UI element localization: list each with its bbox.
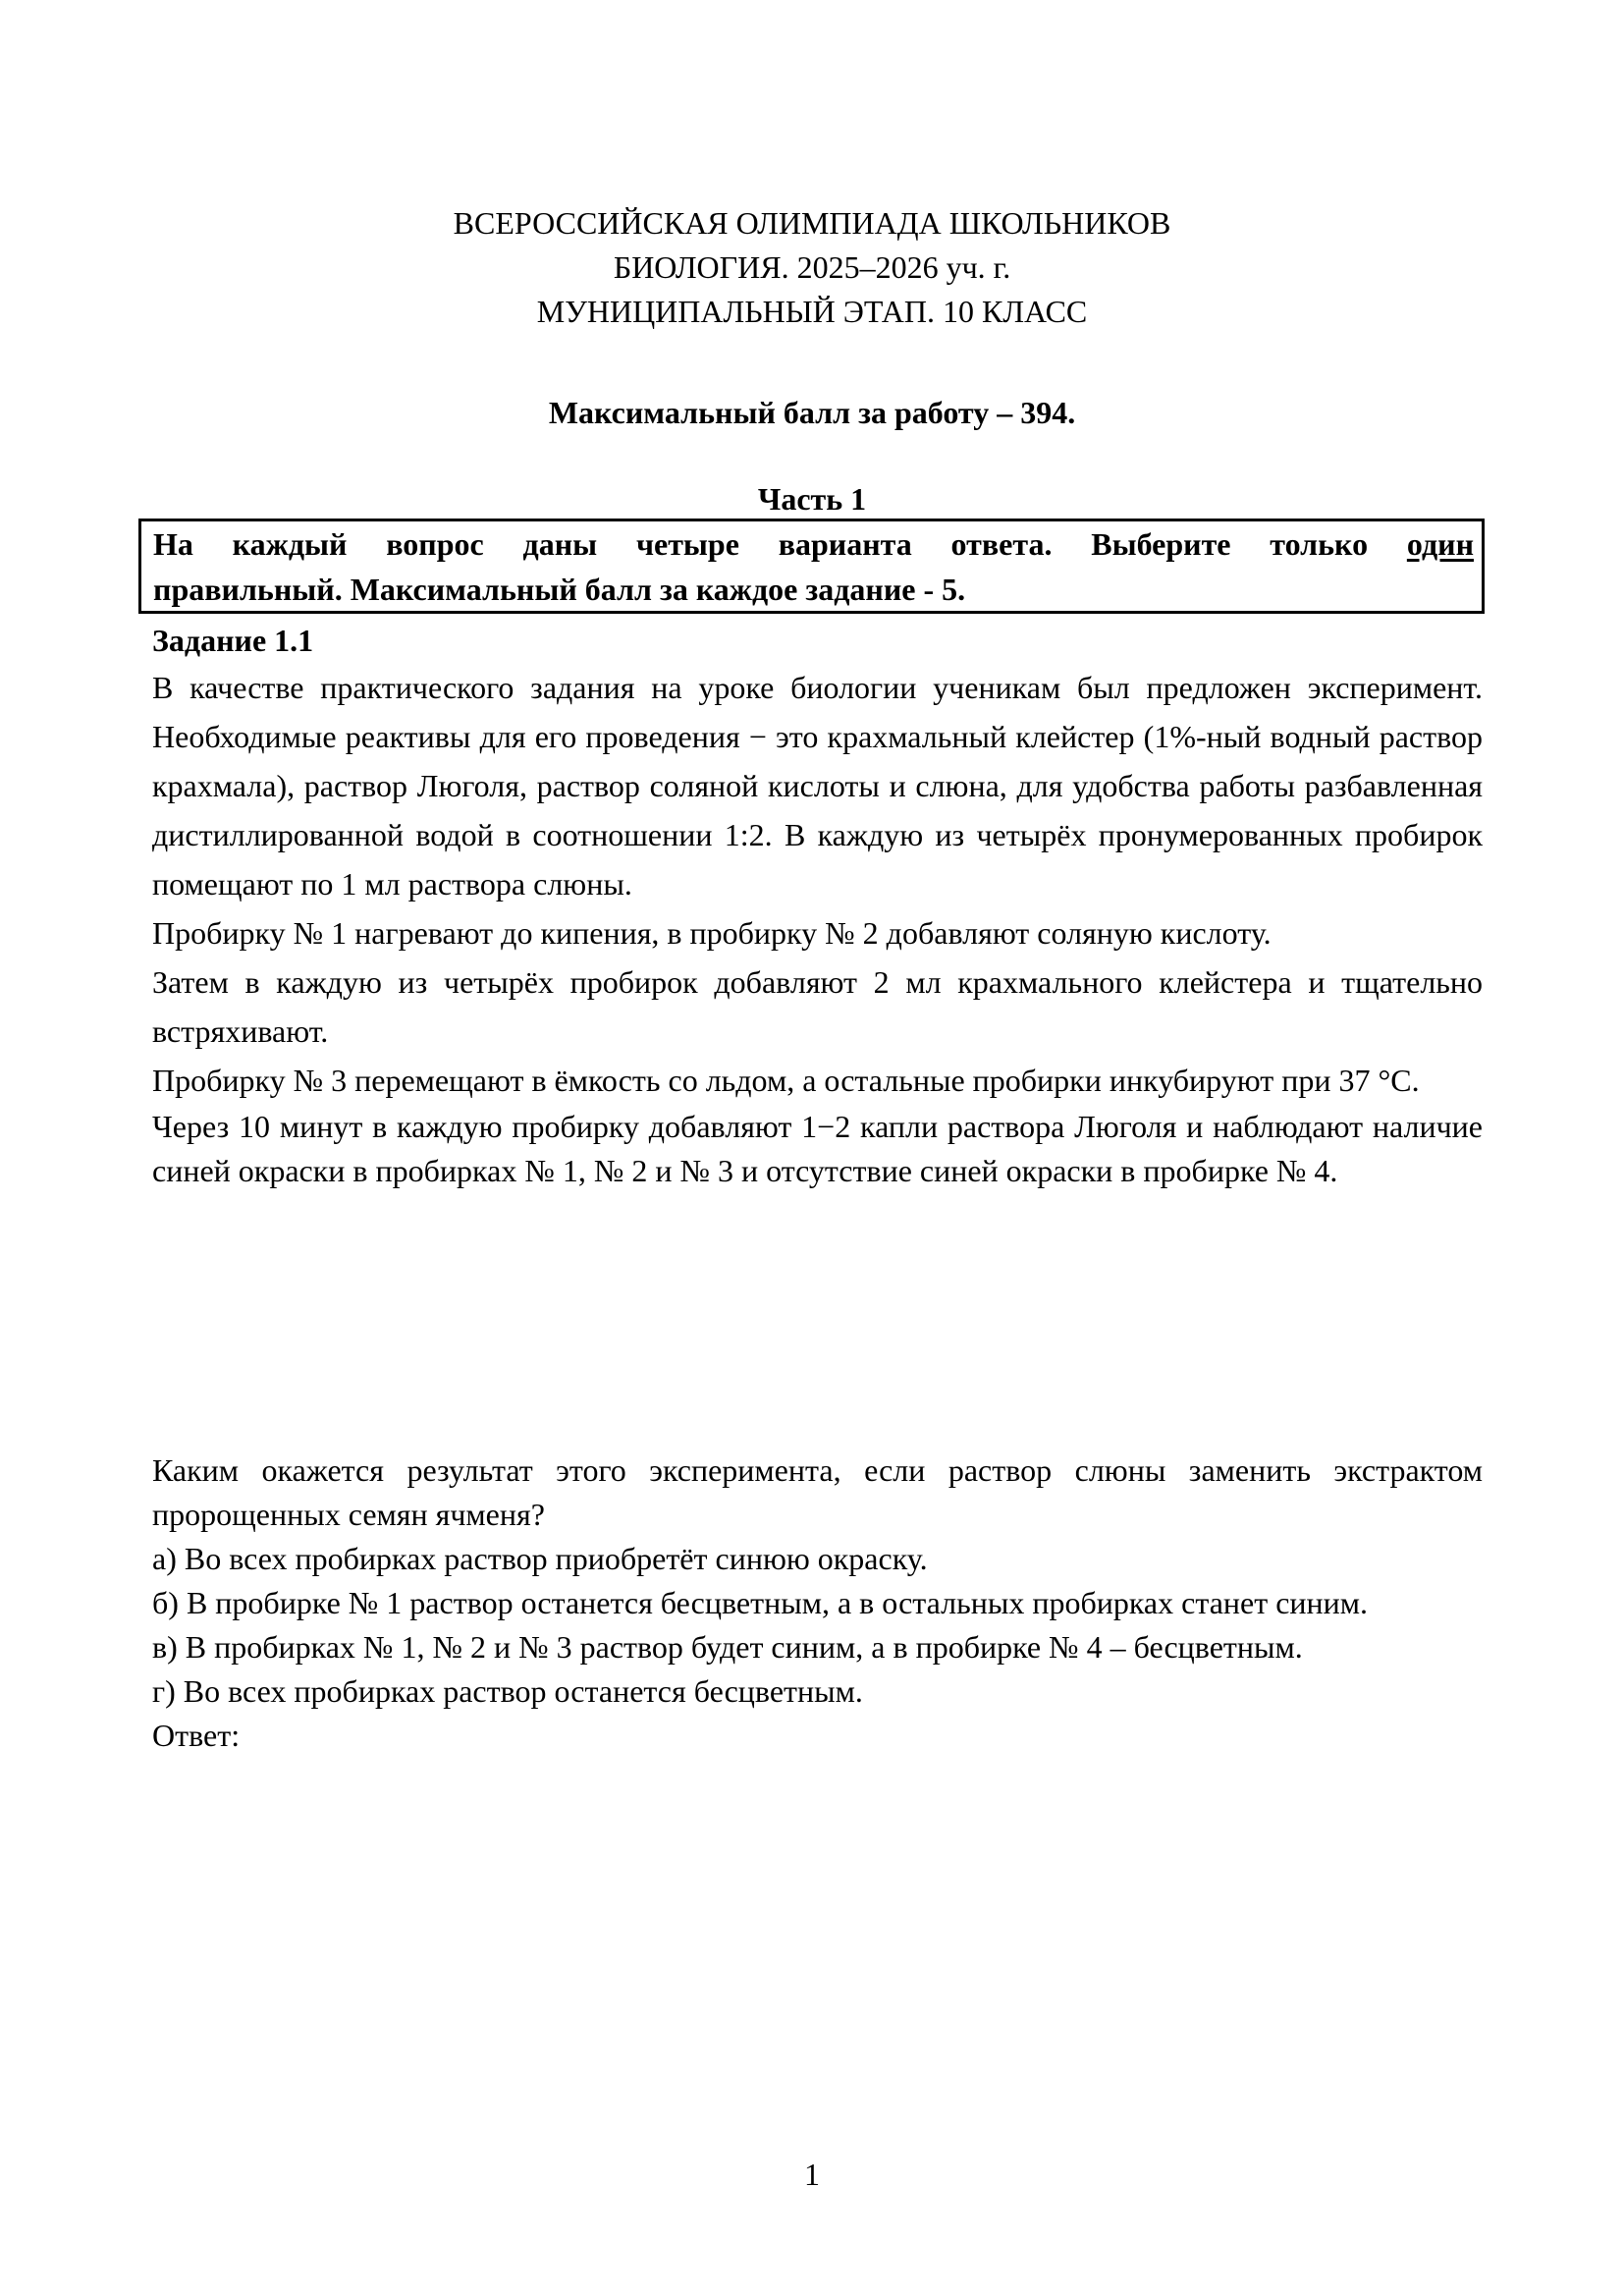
instructions-emphasis: один <box>1406 526 1474 562</box>
task-paragraph: Затем в каждую из четырёх пробирок добавляют 2 мл крахмального клейстера и тщательно встряхивают. <box>152 964 1483 1049</box>
answer-option-c: в) В пробирках № 1, № 2 и № 3 раствор будет синим, а в пробирке № 4 – бесцветным. <box>152 1629 1303 1665</box>
max-score-line: Максимальный балл за работу – 394. <box>548 395 1076 430</box>
instructions-text: На каждый вопрос даны четыре варианта ответа. Выберите только <box>153 526 1407 562</box>
document-header <box>0 201 1624 334</box>
instructions-box <box>138 519 1485 614</box>
task-paragraph: Пробирку № 1 нагревают до кипения, в пробирку № 2 добавляют соляную кислоту. <box>152 915 1272 951</box>
task-description <box>152 663 1483 1193</box>
instructions-line-1 <box>141 521 1482 567</box>
header-olympiad-title: ВСЕРОССИЙСКАЯ ОЛИМПИАДА ШКОЛЬНИКОВ <box>453 205 1171 241</box>
task-paragraph: В качестве практического задания на уроке биологии ученикам был предложен эксперимент. Необходимые реактивы для его проведения − это крахмальный клейстер (1%-ный водный раствор крахмала), раствор Люголя, раствор соляной кислоты и слюна, для удобства работы разбавленная дистиллированной водой в соотношении 1:2. В каждую из четырёх пронумерованных пробирок помещают по 1 мл раствора слюны. <box>152 670 1483 902</box>
answer-option-d: г) Во всех пробирках раствор останется бесцветным. <box>152 1673 863 1709</box>
page-number: 1 <box>804 2157 820 2192</box>
question-text: Каким окажется результат этого эксперимента, если раствор слюны заменить экстрактом пророщенных семян ячменя? <box>152 1452 1483 1532</box>
header-subject-year: БИОЛОГИЯ. 2025–2026 уч. г. <box>613 249 1011 285</box>
answer-option-b: б) В пробирке № 1 раствор останется бесцветным, а в остальных пробирках станет синим. <box>152 1585 1369 1620</box>
answer-label: Ответ: <box>152 1718 241 1753</box>
answer-option-a: а) Во всех пробирках раствор приобретёт синюю окраску. <box>152 1541 928 1576</box>
question-block <box>152 1449 1483 1758</box>
task-paragraph: Через 10 минут в каждую пробирку добавляют 1−2 капли раствора Люголя и наблюдают наличие синей окраски в пробирках № 1, № 2 и № 3 и отсутствие синей окраски в пробирке № 4. <box>152 1109 1483 1188</box>
header-stage-grade: МУНИЦИПАЛЬНЫЙ ЭТАП. 10 КЛАСС <box>536 294 1088 329</box>
instructions-line-2: правильный. Максимальный балл за каждое задание - 5. <box>153 572 966 607</box>
task-title: Задание 1.1 <box>152 623 314 658</box>
task-paragraph: Пробирку № 3 перемещают в ёмкость со льдом, а остальные пробирки инкубируют при 37 °C. <box>152 1063 1420 1098</box>
part-title: Часть 1 <box>757 481 867 517</box>
